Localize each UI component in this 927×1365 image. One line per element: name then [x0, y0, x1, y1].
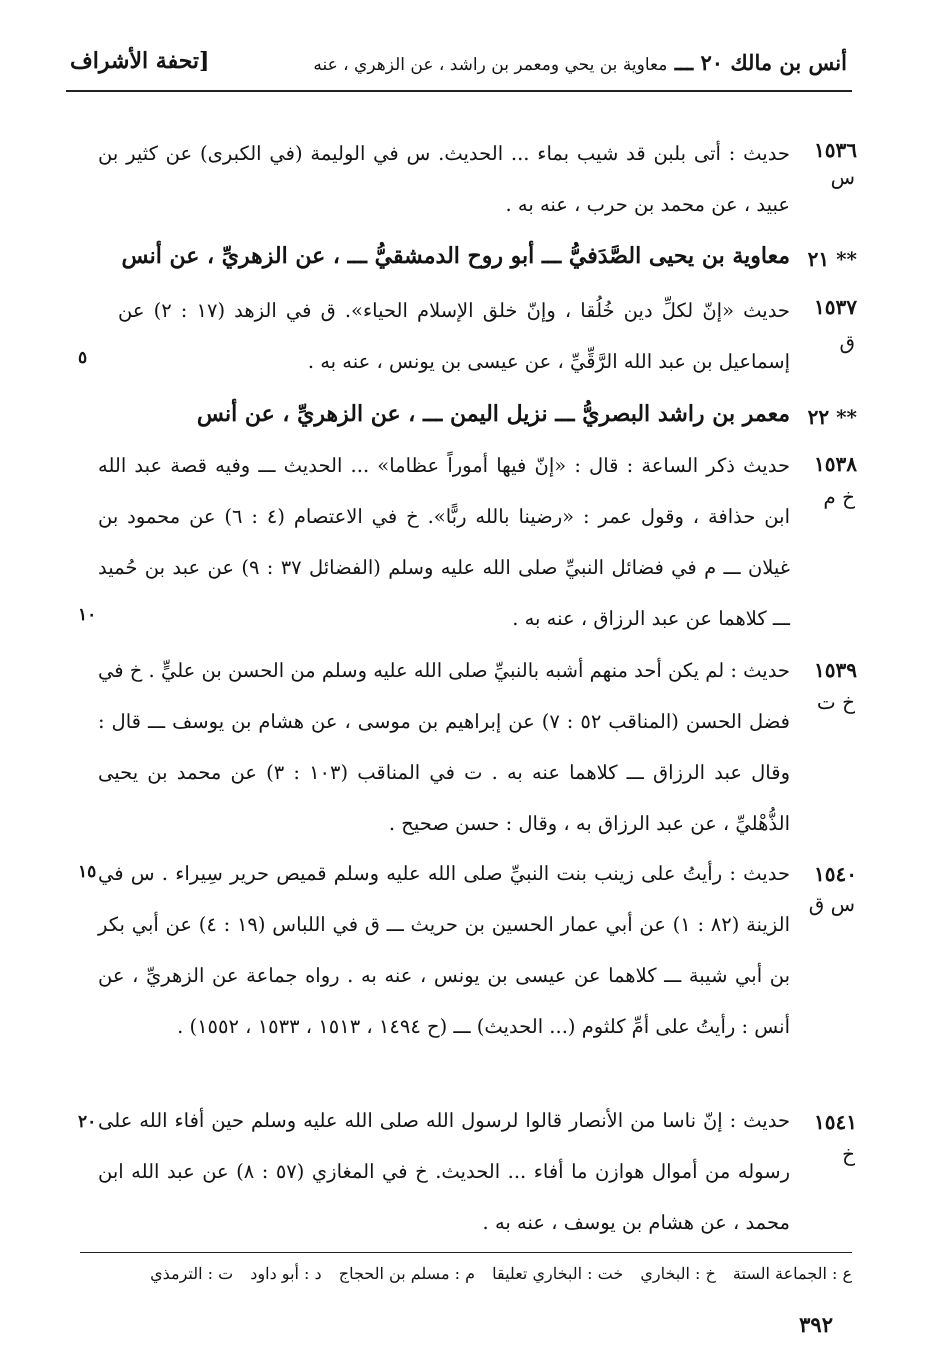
margin-line-number: ١٥: [78, 862, 97, 882]
running-title: [313, 50, 847, 75]
book-title: [تحفة الأشراف: [70, 48, 210, 74]
margin-line-number: ٥: [78, 348, 88, 368]
chain-number: ٢١ **: [807, 247, 857, 271]
hadith-text: حديث «إنّ لكلِّ دين خُلُقا ، وإنّ خلق الإسلام الحياء». ق في الزهد (١٧ : ٢) عن إسماعيل بن عبد الله الرَّقِّيِّ ، عن عيسى بن يونس ، عنه به .: [118, 299, 790, 373]
abbreviation-item: ع : الجماعة الستة: [732, 1264, 852, 1283]
source-code: س ق: [808, 892, 855, 916]
hadith-text: حديث : لم يكن أحد منهم أشبه بالنبيِّ صلى الله عليه وسلم من الحسن بن عليٍّ . خ في فضل الحسن (المناقب ٥٢ : ٧) عن إبراهيم بن موسى ، عن هشام بن يوسف ـــ قال : وقال عبد الرزاق ـــ كلاهما عنه به . ت في المناقب (١٠٣ : ٣) عن محمد بن يحيى الذُّهْليِّ ، عن عبد الرزاق به ، وقال : حسن صحيح .: [97, 659, 790, 835]
abbreviation-key: [78, 1264, 852, 1283]
hadith-number: ١٥٣٧: [814, 295, 857, 319]
hadith-number: ١٥٣٦: [814, 138, 857, 162]
source-code: خ: [842, 1142, 855, 1166]
abbreviation-item: م : مسلم بن الحجاج: [338, 1264, 475, 1283]
source-code: خ ت: [816, 690, 855, 714]
source-code: ق: [839, 330, 855, 354]
running-title-detail: معاوية بن يحي ومعمر بن راشد ، عن الزهري ، عنه: [313, 55, 668, 75]
source-code: س: [830, 165, 855, 189]
footer-rule: [80, 1252, 852, 1253]
hadith-text: حديث : إنّ ناسا من الأنصار قالوا لرسول الله صلى الله عليه وسلم حين أفاء الله على رسوله من أموال هوازن ما أفاء ... الحديث. خ في المغازي (٥٧ : ٨) عن عبد الله ابن محمد ، عن هشام بن يوسف ، عنه به .: [98, 1109, 790, 1234]
abbreviation-item: د : أبو داود: [250, 1264, 322, 1283]
abbreviation-item: ت : الترمذي: [150, 1264, 234, 1283]
hadith-number: ١٥٣٨: [814, 452, 857, 476]
chain-heading: معاوية بن يحيى الصَّدَفيُّ ـــ أبو روح الدمشقيُّ ـــ ، عن الزهريِّ ، عن أنس: [121, 243, 790, 269]
abbreviation-item: خت : البخاري تعليقا: [492, 1264, 624, 1283]
header-rule: [66, 90, 852, 92]
hadith-text: حديث ذكر الساعة : قال : «إنّ فيها أموراً عظاما» ... الحديث ـــ وفيه قصة عبد الله ابن حذافة ، وقول عمر : «رضينا بالله ربًّا». خ في الاعتصام (٤ : ٦) عن محمود بن غيلان ـــ م في فضائل النبيِّ صلى الله عليه وسلم (الفضائل ٣٧ : ٩) عن عبد بن حُميد ـــ كلاهما عن عبد الرزاق ، عنه به .: [98, 454, 791, 630]
page-number: ٣٩٢: [799, 1312, 833, 1337]
hadith-text: حديث : أتى بلبن قد شيب بماء ... الحديث. س في الوليمة (في الكبرى) عن كثير بن عبيد ، عن محمد بن حرب ، عنه به .: [98, 142, 790, 216]
hadith-number: ١٥٣٩: [814, 658, 857, 682]
chain-number: ٢٢ **: [807, 405, 857, 429]
running-title-main: أنس بن مالك ٢٠ ـــ: [674, 50, 847, 75]
hadith-number: ١٥٤٠: [814, 862, 857, 886]
chain-heading: معمر بن راشد البصريُّ ـــ نزيل اليمن ـــ ، عن الزهريِّ ، عن أنس: [196, 401, 790, 427]
abbreviation-item: خ : البخاري: [640, 1264, 716, 1283]
hadith-number: ١٥٤١: [814, 1110, 857, 1134]
source-code: خ م: [823, 485, 855, 509]
hadith-text: حديث : رأيتُ على زينب بنت النبيِّ صلى الله عليه وسلم قميص حرير سِيراء . س في الزينة (٨٢ : ١) عن أبي عمار الحسين بن حريث ـــ ق في اللباس (١٩ : ٤) عن أبي بكر بن أبي شيبة ـــ كلاهما عن عيسى بن يونس ، عنه به . رواه جماعة عن الزهريِّ ، عن أنس : رأيتُ على أمِّ كلثوم (... الحديث) ـــ (ح ١٤٩٤ ، ١٥١٣ ، ١٥٣٣ ، ١٥٥٢) .: [98, 862, 790, 1038]
margin-line-number: ١٠: [78, 605, 97, 625]
margin-line-number: ٢٠: [78, 1112, 97, 1132]
